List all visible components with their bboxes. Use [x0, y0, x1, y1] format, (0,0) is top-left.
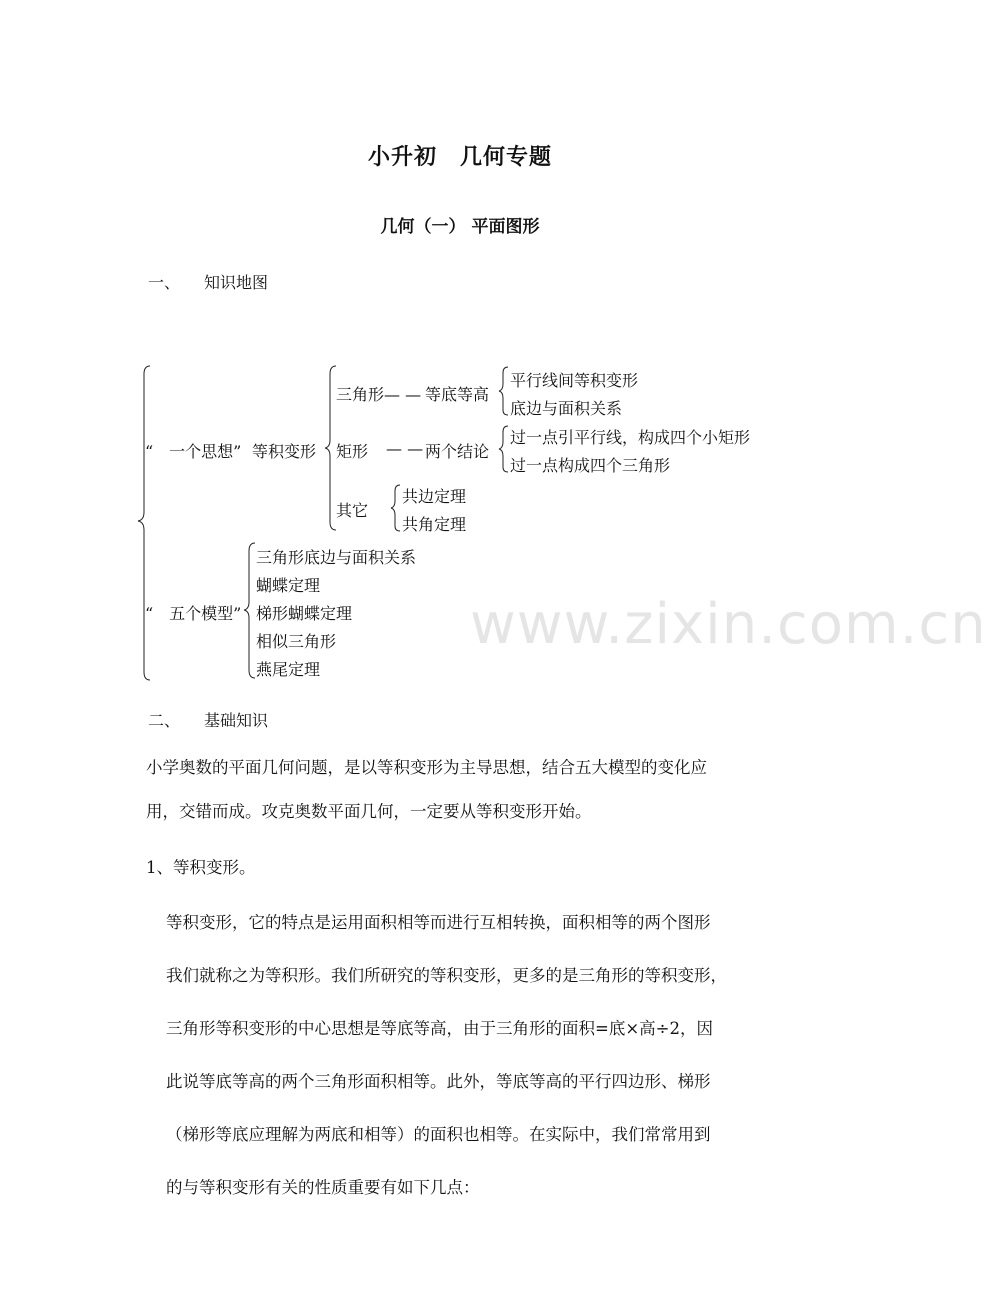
body-line: （梯形等底应理解为两底和相等）的面积也相等。在实际中，我们常常用到 — [166, 1125, 711, 1144]
intro-paragraph — [146, 746, 707, 834]
model-item: 蝴蝶定理 — [256, 576, 321, 595]
models-brace — [244, 543, 255, 678]
outer-brace — [138, 366, 150, 680]
intro-line: 小学奥数的平面几何问题，是以等积变形为主导思想，结合五大模型的变化应 — [146, 758, 707, 777]
triangle-conclusion: 等底等高 — [425, 385, 490, 404]
rectangle-label: 矩形 — [336, 442, 369, 461]
body-line: 此说等底等高的两个三角形面积相等。此外，等底等高的平行四边形、梯形 — [166, 1072, 711, 1091]
idea-method: 等积变形 — [252, 442, 317, 461]
subsection-heading: 1、等积变形。 — [146, 858, 256, 877]
model-label: “ 五个模型” — [145, 604, 242, 623]
model-item: 燕尾定理 — [256, 660, 321, 679]
other-label: 其它 — [336, 501, 369, 520]
other-item: 共角定理 — [402, 515, 467, 534]
triangle-label: 三角形— — — [336, 385, 422, 404]
model-item: 相似三角形 — [256, 632, 337, 651]
rectangle-item: 过一点引平行线，构成四个小矩形 — [510, 428, 751, 447]
other-item: 共边定理 — [402, 487, 467, 506]
document-title: 小升初 几何专题 — [367, 145, 552, 170]
body-line: 三角形等积变形的中心思想是等底等高，由于三角形的面积=底×高÷2，因 — [166, 1019, 713, 1038]
rectangle-dash: — — — [386, 439, 424, 458]
triangle-brace — [499, 367, 508, 415]
rectangle-item: 过一点构成四个三角形 — [510, 456, 671, 475]
model-item: 梯形蝴蝶定理 — [256, 604, 353, 623]
idea-label: “ 一个思想” — [145, 442, 242, 461]
model-item: 三角形底边与面积关系 — [256, 548, 417, 567]
triangle-item: 底边与面积关系 — [510, 399, 623, 418]
idea-brace — [325, 366, 336, 530]
rectangle-brace — [499, 426, 508, 472]
other-brace — [391, 485, 400, 531]
body-line: 我们就称之为等积形。我们所研究的等积变形，更多的是三角形的等积变形， — [166, 966, 727, 985]
body-line: 等积变形，它的特点是运用面积相等而进行互相转换，面积相等的两个图形 — [166, 913, 711, 932]
section2-number: 二、 — [148, 711, 181, 730]
section1-number: 一、 — [148, 273, 181, 292]
body-line: 的与等积变形有关的性质重要有如下几点： — [166, 1178, 480, 1197]
body-paragraph — [166, 896, 727, 1214]
intro-line: 用，交错而成。攻克奥数平面几何，一定要从等积变形开始。 — [146, 802, 592, 821]
rectangle-conclusion: 两个结论 — [425, 442, 490, 461]
triangle-item: 平行线间等积变形 — [510, 371, 639, 390]
document-subtitle: 几何（一） 平面图形 — [380, 217, 540, 237]
section1-heading: 知识地图 — [204, 273, 269, 292]
watermark: www.zixin.com.cn — [470, 592, 987, 657]
section2-heading: 基础知识 — [204, 711, 269, 730]
